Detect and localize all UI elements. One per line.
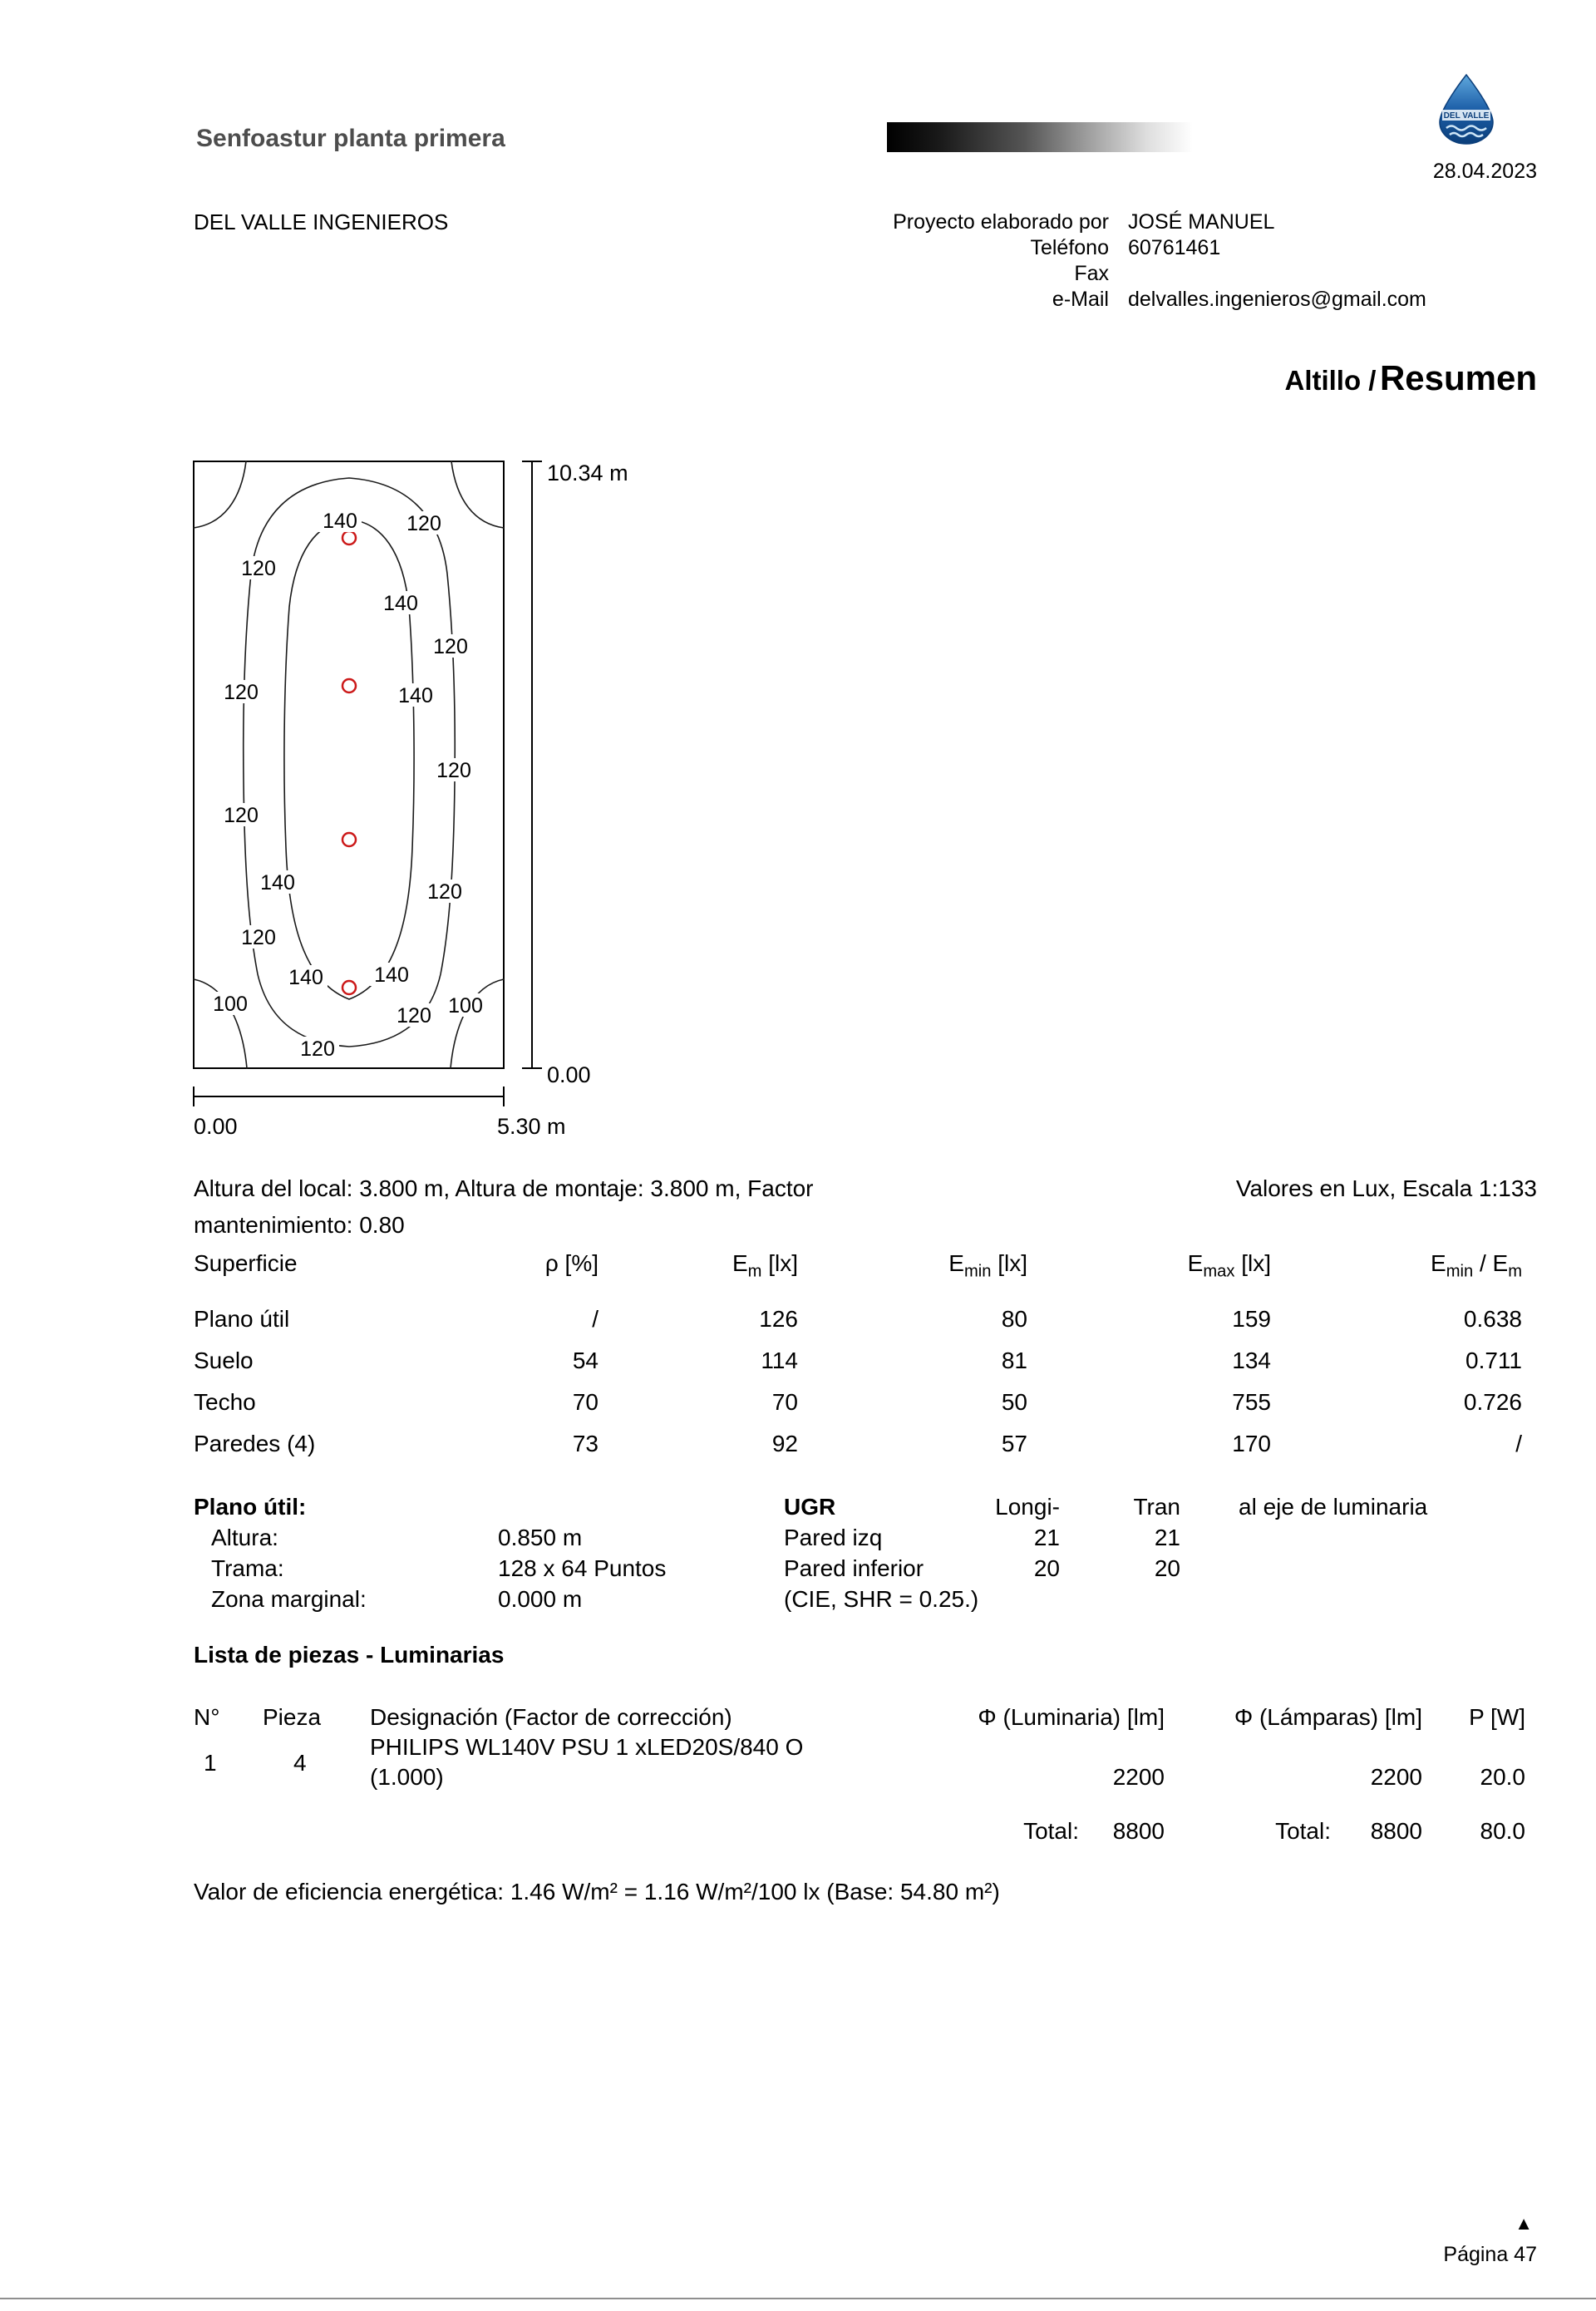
contact-block — [790, 209, 1477, 313]
energy-efficiency-note: Valor de eficiencia energética: 1.46 W/m² = 1.16 W/m²/100 lx (Base: 54.80 m²) — [194, 1879, 1000, 1904]
plano-ugr-row: Altura: 0.850 m Pared izq 21 21 — [211, 1525, 1180, 1550]
surface-name: Plano útil — [194, 1305, 290, 1332]
contour-label: 120 — [224, 681, 259, 704]
contour-label: 120 — [406, 512, 441, 535]
contour-label: 140 — [288, 966, 323, 989]
contact-label: e-Mail — [1052, 288, 1109, 311]
ugr-title: UGR — [784, 1494, 836, 1520]
luminaire-marker — [342, 679, 356, 692]
surface-name: Paredes (4) — [194, 1430, 316, 1456]
contact-label: Fax — [1074, 262, 1109, 285]
plano-ugr-header-row — [194, 1491, 1537, 1522]
page-number: Página 47 — [1443, 2243, 1537, 2266]
luminaire-n: 1 — [204, 1750, 217, 1776]
contour-label: 120 — [224, 804, 259, 827]
dim-height-label: 10.34 m — [547, 461, 628, 485]
contour-labels — [209, 509, 487, 1061]
surface-name: Techo — [194, 1388, 256, 1415]
email-value: delvalles.ingenieros@gmail.com — [1128, 288, 1426, 311]
cie-note: (CIE, SHR = 0.25.) — [784, 1586, 979, 1612]
col-emax: $E_{max}$ [lx] — [1187, 1250, 1271, 1281]
surfaces-header-row — [194, 1247, 1522, 1289]
ugr-col-tran: Tran — [1133, 1494, 1180, 1520]
surfaces-row: Techo 70 70 50 755 0.726 — [194, 1382, 1522, 1423]
page-top-arrow-icon[interactable]: ▲ — [1515, 2213, 1533, 2234]
scale-note: Valores en Lux, Escala 1:133 — [1235, 1175, 1537, 1201]
contact-value: 60761461 — [1128, 236, 1221, 259]
total-phi-lamparas: 8800 — [1370, 1818, 1422, 1844]
contact-value — [1109, 261, 1477, 287]
isolux-diagram — [166, 449, 682, 1147]
col-phi-luminaria: Φ (Luminaria) [lm] — [978, 1704, 1165, 1730]
grayscale-gradient-bar — [887, 122, 1193, 152]
total-label: Total: — [1023, 1818, 1079, 1844]
luminaire-markers — [342, 531, 356, 994]
ugr-axis-note: al eje de luminaria — [1239, 1494, 1428, 1520]
contour-label: 140 — [383, 592, 418, 615]
col-emin: $E_{min}$ [lx] — [948, 1250, 1027, 1281]
surfaces-row: Suelo 54 114 81 134 0.711 — [194, 1340, 1522, 1382]
contour-label: 120 — [436, 759, 471, 782]
col-rho: ρ [%] — [544, 1250, 598, 1276]
luminaire-marker — [342, 531, 356, 544]
luminaire-designation: PHILIPS WL140V PSU 1 xLED20S/840 O — [370, 1734, 804, 1760]
isolux-contour-100-corner — [451, 979, 504, 1068]
luminaire-phi-lamparas: 2200 — [1370, 1764, 1422, 1790]
contour-label: 140 — [374, 963, 409, 987]
total-label: Total: — [1275, 1818, 1331, 1844]
plano-ugr-row: Trama: 128 x 64 Puntos Pared inferior 20 20 — [211, 1555, 1180, 1581]
luminaire-power: 20.0 — [1480, 1764, 1525, 1790]
contact-row — [790, 261, 1477, 287]
col-em: $E_m$ [lx] — [732, 1250, 798, 1281]
surface-name: Suelo — [194, 1347, 254, 1373]
contour-label: 120 — [397, 1004, 431, 1027]
total-power: 80.0 — [1480, 1818, 1525, 1844]
contact-label: Teléfono — [1030, 236, 1109, 259]
page-title: Senfoastur planta primera — [196, 125, 505, 152]
col-n: N° — [194, 1704, 220, 1730]
company-name: DEL VALLE INGENIEROS — [194, 209, 449, 234]
surfaces-table — [194, 1247, 1522, 1465]
section-title-main: Resumen — [1379, 358, 1537, 397]
col-p: P [W] — [1469, 1704, 1525, 1730]
isolux-contour-100-corner — [194, 461, 246, 528]
col-pieza: Pieza — [263, 1704, 322, 1730]
contact-row — [790, 209, 1477, 235]
contour-label: 100 — [213, 993, 248, 1016]
contour-label: 120 — [241, 557, 276, 580]
contour-label: 120 — [241, 926, 276, 949]
luminaire-qty: 4 — [293, 1750, 307, 1776]
luminaire-list-title: Lista de piezas - Luminarias — [194, 1642, 505, 1668]
contact-row — [790, 235, 1477, 261]
contour-label: 120 — [300, 1037, 335, 1061]
section-title — [1284, 357, 1537, 407]
plano-util-title: Plano útil: — [194, 1494, 307, 1520]
contour-label: 140 — [398, 684, 433, 707]
water-drop-logo-icon — [1431, 73, 1501, 145]
contact-row — [790, 287, 1477, 313]
surfaces-row: Plano útil / 126 80 159 0.638 — [194, 1298, 1522, 1340]
luminaire-factor: (1.000) — [370, 1764, 444, 1790]
contour-label: 140 — [260, 871, 295, 894]
contour-label: 120 — [433, 635, 468, 658]
col-designacion: Designación (Factor de corrección) — [370, 1704, 732, 1730]
luminaire-phi-luminaria: 2200 — [1112, 1764, 1165, 1790]
dim-width-zero: 0.00 — [194, 1114, 238, 1139]
luminaire-marker — [342, 981, 356, 994]
plano-util-ugr-block — [194, 1491, 1537, 1614]
svg-text:DEL VALLE: DEL VALLE — [1443, 111, 1490, 121]
contour-label: 140 — [323, 510, 357, 533]
isolux-contour-100-corner — [451, 461, 504, 528]
dim-width-label: 5.30 m — [497, 1114, 566, 1139]
bottom-rule — [0, 2298, 1596, 2299]
contact-value: JOSÉ MANUEL — [1128, 210, 1275, 234]
contour-label: 100 — [448, 994, 483, 1018]
contour-label: 120 — [427, 880, 462, 904]
company-logo — [1431, 73, 1501, 145]
dim-height-zero: 0.00 — [547, 1062, 591, 1087]
luminaire-marker — [342, 833, 356, 846]
surfaces-row: Paredes (4) 73 92 57 170 / — [194, 1423, 1522, 1465]
plano-ugr-row: Zona marginal: 0.000 m (CIE, SHR = 0.25.) — [194, 1584, 1537, 1614]
col-phi-lamparas: Φ (Lámparas) [lm] — [1234, 1704, 1422, 1730]
total-phi-luminaria: 8800 — [1112, 1818, 1165, 1844]
luminaire-table — [194, 1702, 1537, 1877]
report-date: 28.04.2023 — [1432, 160, 1537, 183]
section-title-prefix: Altillo / — [1284, 365, 1377, 396]
col-emin-em: $E_{min} / E_m$ — [1431, 1250, 1522, 1281]
ugr-col-longi: Longi- — [995, 1494, 1060, 1520]
col-superficie: Superficie — [194, 1250, 298, 1276]
room-parameters-text: Altura del local: 3.800 m, Altura de montaje: 3.800 m, Factor mantenimiento: 0.80 — [194, 1175, 814, 1238]
contact-label: Proyecto elaborado por — [893, 210, 1109, 234]
